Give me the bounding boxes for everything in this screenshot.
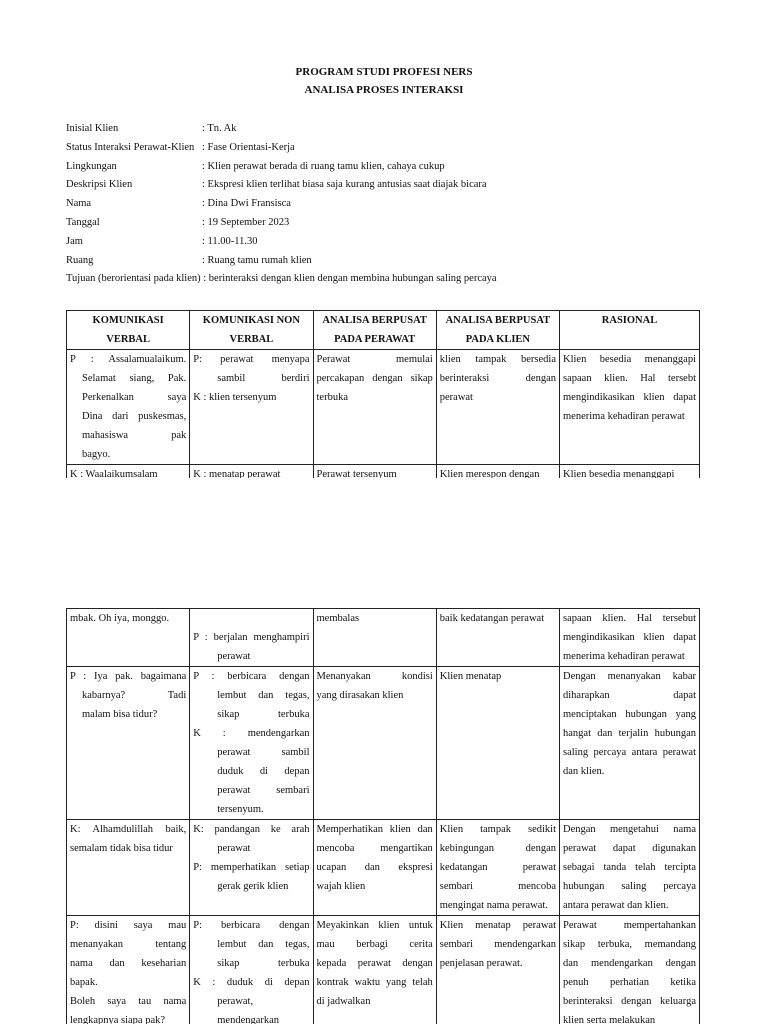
cell-text-line: perawat sambil: [217, 747, 310, 758]
cell-text-line: menerima kehadiran perawat: [563, 651, 685, 662]
cell-text-line: berinteraksi dengan keluarga: [563, 996, 696, 1007]
cell-text-line: Dengan mengetahui nama: [563, 824, 696, 835]
cell-text-line: malam bisa tidur?: [82, 709, 158, 720]
table-row: [67, 667, 700, 820]
table-cell-rasional: [560, 667, 700, 820]
info-label: Deskripsi Klien: [66, 179, 133, 191]
cell-text-line: bagyo.: [82, 449, 111, 460]
cell-text-line: Klien tampak sedikit: [439, 824, 556, 835]
info-value: : Fase Orientasi-Kerja: [202, 141, 295, 153]
cell-text-line: Boleh saya tau nama: [70, 996, 187, 1007]
cell-text-line: mendengarkan: [217, 1015, 280, 1024]
table-cell-verbal: [67, 350, 190, 465]
table-cell-perawat: [313, 609, 436, 667]
info-row-environment: [66, 158, 726, 177]
cell-text-line: penuh perhatian ketika: [563, 977, 696, 988]
cell-text-line: mbak. Oh iya, monggo.: [70, 613, 170, 624]
cell-text-line: Perawat tersenyum: [316, 469, 397, 478]
cell-text-line: mencoba mengartikan: [316, 843, 433, 854]
table-cell-nonverbal: [190, 916, 313, 1024]
table-cell-verbal: [67, 609, 190, 667]
table-header-row: [67, 311, 700, 350]
table-cell-perawat: [313, 465, 436, 479]
table-cell-klien: [436, 609, 559, 667]
cell-text-line: mau berbagi cerita: [316, 939, 433, 950]
cell-text-line: kabarnya? Tadi: [82, 690, 187, 701]
cell-text-line: mengingat nama perawat.: [439, 900, 548, 911]
cell-text-line: duduk di depan: [217, 766, 310, 777]
cell-text-line: sikap terbuka: [217, 709, 310, 720]
table-cell-klien: [436, 916, 559, 1024]
cell-text-line: perawat dapat digunakan: [563, 843, 696, 854]
table-cell-perawat: [313, 916, 436, 1024]
cell-text-line: percakapan dengan sikap: [316, 373, 433, 384]
cell-text-line: kepada perawat dengan: [316, 958, 433, 969]
cell-text-line: nama dan keseharian: [70, 958, 187, 969]
cell-text-line: dan mendengarkan dengan: [563, 958, 696, 969]
cell-text-line: P : berjalan menghampiri: [193, 632, 310, 643]
info-value: : 19 September 2023: [202, 216, 290, 228]
cell-text-line: P: perawat menyapa: [193, 354, 310, 365]
info-row-room: [66, 252, 726, 271]
table-cell-nonverbal: [190, 609, 313, 667]
cell-text-line: P : Iya pak. bagaimana: [70, 671, 187, 682]
cell-text-line: Klien besedia menanggapi: [563, 469, 675, 478]
cell-text-line: K: pandangan ke arah: [193, 824, 310, 835]
info-row-name: [66, 195, 726, 214]
cell-text-line: antara perawat dan klien.: [563, 900, 669, 911]
info-value: : Ekspresi klien terlihat biasa saja kurang antusias saat diajak bicara: [202, 179, 487, 191]
table-cell-rasional: [560, 916, 700, 1024]
info-label: Status Interaksi Perawat-Klien: [66, 141, 195, 153]
cell-text-line: K : menatap perawat: [193, 469, 281, 478]
cell-text-line: Menanyakan kondisi: [316, 671, 433, 682]
cell-text-line: perawat sembari: [217, 785, 310, 796]
cell-text-line: P : berbicara dengan: [193, 671, 310, 682]
cell-text-line: berinteraksi dengan: [439, 373, 556, 384]
cell-text-line: lembut dan tegas,: [217, 690, 310, 701]
info-label: Inisial Klien: [66, 123, 119, 134]
page2-table-region: [0, 608, 768, 1024]
cell-text-line: menciptakan hubungan yang: [563, 709, 696, 720]
header-nurse-analysis: ANALISA BERPUSAT PADA PERAWAT: [313, 311, 436, 350]
cell-text-line: tersenyum.: [217, 804, 264, 815]
cell-text-line: perawat,: [217, 996, 254, 1007]
info-row-time: [66, 233, 726, 252]
cell-text-line: sikap terbuka: [217, 958, 310, 969]
table-cell-klien: [436, 820, 559, 916]
table-cell-verbal: [67, 916, 190, 1024]
cell-text-line: lengkapnya siapa pak?: [70, 1015, 166, 1024]
cell-text-line: menanyakan tentang: [70, 939, 187, 950]
info-label: Jam: [66, 235, 83, 247]
cell-text-line: perawat: [217, 843, 251, 854]
cell-text-line: sapaan klien. Hal tersebt: [563, 373, 696, 384]
table-cell-nonverbal: [190, 350, 313, 465]
cell-text-line: Klien besedia menanggapi: [563, 354, 696, 365]
cell-text-line: P: berbicara dengan: [193, 920, 310, 931]
cell-text-line: P : Assalamualaikum.: [70, 354, 187, 365]
table-cell-nonverbal: [190, 820, 313, 916]
table-cell-rasional: [560, 350, 700, 465]
info-row-date: [66, 214, 726, 233]
table-cell-rasional: [560, 609, 700, 667]
header-nonverbal: KOMUNIKASI NON VERBAL: [190, 311, 313, 350]
cell-text-line: sebagai tanda telah tercipta: [563, 862, 696, 873]
table-cell-nonverbal: [190, 465, 313, 479]
cell-text-line: sembari mencoba: [439, 881, 556, 892]
table-cell-klien: [436, 465, 559, 479]
cell-text-line: perawat: [217, 651, 251, 662]
cell-text-line: wajah klien: [316, 881, 366, 892]
info-value: : Ruang tamu rumah klien: [202, 254, 312, 266]
cell-text-line: K: Alhamdulillah baik,: [70, 824, 187, 835]
table-cell-perawat: [313, 820, 436, 916]
cell-text-line: mengindikasikan klien dapat: [563, 392, 696, 403]
cell-text-line: klien tampak bersedia: [439, 354, 556, 365]
cell-text-line: baik kedatangan perawat: [439, 613, 545, 624]
cell-text-line: Perawat mempertahankan: [563, 920, 696, 931]
interaction-table-page1: [66, 310, 700, 478]
document-title-line1: PROGRAM STUDI PROFESI NERS: [295, 66, 473, 78]
table-row: [67, 465, 700, 479]
cell-text-line: terbuka: [316, 392, 348, 403]
page1-table-region: [0, 310, 768, 478]
cell-text-line: perawat: [439, 392, 473, 403]
cell-text-line: saling percaya antara perawat: [563, 747, 696, 758]
cell-text-line: kontrak waktu yang telah: [316, 977, 433, 988]
cell-text-line: hangat dan terjalin hubungan: [563, 728, 696, 739]
cell-text-line: Klien merespon dengan: [439, 469, 540, 478]
cell-text-line: yang dirasakan klien: [316, 690, 404, 701]
table-cell-nonverbal: [190, 667, 313, 820]
cell-text-line: sembari mendengarkan: [439, 939, 556, 950]
cell-text-line: gerak gerik klien: [217, 881, 289, 892]
cell-text-line: mahasiswa pak: [82, 430, 187, 441]
cell-text-line: diharapkan dapat: [563, 690, 696, 701]
cell-text-line: kedatangan perawat: [439, 862, 556, 873]
client-info-block: [66, 120, 726, 289]
cell-text-line: membalas: [316, 613, 360, 624]
cell-text-line: K : klien tersenyum: [193, 392, 277, 403]
document-title-line2: ANALISA PROSES INTERAKSI: [304, 84, 464, 96]
cell-text-line: Meyakinkan klien untuk: [316, 920, 433, 931]
info-label: Ruang: [66, 254, 94, 266]
cell-text-line: Klien menatap perawat: [439, 920, 556, 931]
cell-text-line: sikap terbuka, memandang: [563, 939, 696, 950]
cell-text-line: sapaan klien. Hal tersebut: [563, 613, 696, 624]
table-row: [67, 350, 700, 465]
table-cell-perawat: [313, 350, 436, 465]
info-row-initial: [66, 120, 726, 139]
cell-text-line: P: disini saya mau: [70, 920, 187, 931]
table-cell-verbal: [67, 667, 190, 820]
header-client-analysis: ANALISA BERPUSAT PADA KLIEN: [436, 311, 559, 350]
table-row: [67, 820, 700, 916]
table-cell-rasional: [560, 465, 700, 479]
info-value: : 11.00-11.30: [202, 235, 258, 247]
header-verbal: KOMUNIKASI VERBAL: [67, 311, 190, 350]
cell-text-line: di jadwalkan: [316, 996, 371, 1007]
cell-text-line: Memperhatikan klien dan: [316, 824, 433, 835]
cell-text-line: K : mendengarkan: [193, 728, 310, 739]
cell-text-line: Dina dari puskesmas,: [82, 411, 187, 422]
cell-text-line: lembut dan tegas,: [217, 939, 310, 950]
cell-text-line: P: memperhatikan setiap: [193, 862, 310, 873]
cell-text-line: Selamat siang, Pak.: [82, 373, 187, 384]
table-cell-verbal: [67, 820, 190, 916]
info-value: : Dina Dwi Fransisca: [202, 198, 291, 210]
info-value: : Klien perawat berada di ruang tamu klien, cahaya cukup: [202, 160, 445, 172]
cell-text-line: [193, 609, 309, 628]
table-cell-klien: [436, 350, 559, 465]
cell-text-line: Dengan menanyakan kabar: [563, 671, 696, 682]
cell-text-line: hubungan saling percaya: [563, 881, 696, 892]
table-row: [67, 609, 700, 667]
info-row-description: [66, 176, 726, 195]
info-row-status: [66, 139, 726, 158]
table-cell-klien: [436, 667, 559, 820]
cell-text-line: dan klien.: [563, 766, 605, 777]
cell-text-line: sambil berdiri: [217, 373, 310, 384]
goal-text: Tujuan (berorientasi pada klien) : berinteraksi dengan klien dengan membina hubungan saling percaya: [66, 273, 497, 285]
cell-text-line: K : Waalaikumsalam: [70, 469, 158, 478]
table-cell-rasional: [560, 820, 700, 916]
cell-text-line: penjelasan perawat.: [439, 958, 523, 969]
cell-text-line: mengindikasikan klien dapat: [563, 632, 696, 643]
cell-text-line: kebingungan dengan: [439, 843, 556, 854]
table-cell-perawat: [313, 667, 436, 820]
cell-text-line: Klien menatap: [439, 671, 502, 682]
cell-text-line: Perawat memulai: [316, 354, 433, 365]
cell-text-line: K : duduk di depan: [193, 977, 310, 988]
cell-text-line: semalam tidak bisa tidur: [70, 843, 173, 854]
info-label: Nama: [66, 198, 92, 210]
interaction-table-page2: [66, 608, 700, 1024]
info-label: Lingkungan: [66, 160, 117, 172]
cell-text-line: ucapan dan ekspresi: [316, 862, 433, 873]
cell-text-line: bapak.: [70, 977, 98, 988]
table-row: [67, 916, 700, 1024]
info-value: : Tn. Ak: [202, 123, 237, 134]
cell-text-line: Perkenalkan saya: [82, 392, 187, 403]
info-label: Tanggal: [66, 216, 100, 228]
cell-text-line: klien serta melakukan: [563, 1015, 656, 1024]
cell-text-line: menerima kehadiran perawat: [563, 411, 685, 422]
info-row-goal: [66, 270, 726, 289]
header-rationale: RASIONAL: [560, 311, 700, 350]
table-cell-verbal: [67, 465, 190, 479]
